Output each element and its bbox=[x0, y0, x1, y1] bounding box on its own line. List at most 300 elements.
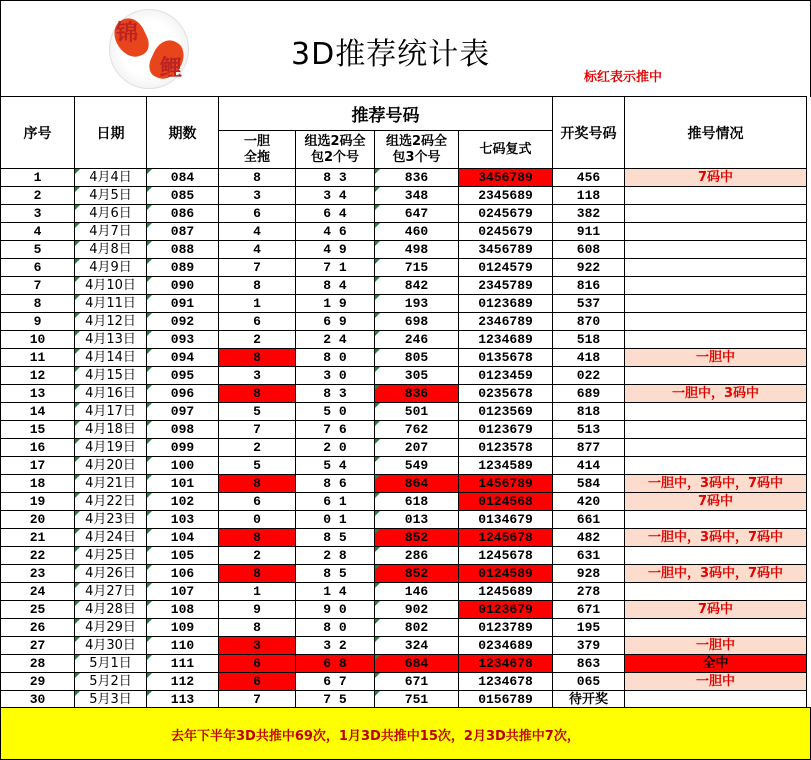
cell-date: 5月2日 bbox=[75, 673, 147, 691]
cell-single: 6 bbox=[219, 493, 296, 511]
cell-status: 7码中 bbox=[625, 601, 807, 619]
cell-single: 9 bbox=[219, 601, 296, 619]
cell-issue: 096 bbox=[147, 385, 219, 403]
cell-n: 1 bbox=[1, 169, 75, 187]
cell-single: 6 bbox=[219, 673, 296, 691]
cell-result: 537 bbox=[553, 295, 625, 313]
cell-result: 870 bbox=[553, 313, 625, 331]
cell-seven: 1234689 bbox=[459, 331, 553, 349]
cell-result: 818 bbox=[553, 403, 625, 421]
cell-status bbox=[625, 277, 807, 295]
col-header-three: 组选2码全 包3个号 bbox=[375, 131, 459, 169]
cell-date: 4月17日 bbox=[75, 403, 147, 421]
cell-status: 全中 bbox=[625, 655, 807, 673]
cell-single: 8 bbox=[219, 169, 296, 187]
cell-status bbox=[625, 223, 807, 241]
cell-single: 3 bbox=[219, 637, 296, 655]
recommendation-table bbox=[0, 96, 807, 709]
cell-n: 14 bbox=[1, 403, 75, 421]
col-header-result: 开奖号码 bbox=[553, 97, 625, 169]
cell-n: 2 bbox=[1, 187, 75, 205]
cell-result: 816 bbox=[553, 277, 625, 295]
cell-issue: 088 bbox=[147, 241, 219, 259]
cell-seven: 1245678 bbox=[459, 529, 553, 547]
cell-result: 065 bbox=[553, 673, 625, 691]
cell-result: 661 bbox=[553, 511, 625, 529]
cell-result: 418 bbox=[553, 349, 625, 367]
table-row bbox=[1, 691, 807, 709]
cell-date: 4月6日 bbox=[75, 205, 147, 223]
table-row bbox=[1, 259, 807, 277]
cell-seven: 1456789 bbox=[459, 475, 553, 493]
cell-date: 4月28日 bbox=[75, 601, 147, 619]
cell-n: 26 bbox=[1, 619, 75, 637]
cell-seven: 0123789 bbox=[459, 619, 553, 637]
cell-three: 324 bbox=[375, 637, 459, 655]
cell-single: 2 bbox=[219, 439, 296, 457]
table-row bbox=[1, 241, 807, 259]
cell-status: 一胆中，3码中 bbox=[625, 385, 807, 403]
table-row bbox=[1, 439, 807, 457]
cell-single: 2 bbox=[219, 547, 296, 565]
cell-seven: 0245679 bbox=[459, 223, 553, 241]
cell-date: 4月26日 bbox=[75, 565, 147, 583]
cell-two: 7 5 bbox=[296, 691, 375, 709]
cell-date: 4月24日 bbox=[75, 529, 147, 547]
cell-three: 852 bbox=[375, 529, 459, 547]
cell-status bbox=[625, 691, 807, 709]
cell-seven: 2346789 bbox=[459, 313, 553, 331]
cell-n: 4 bbox=[1, 223, 75, 241]
cell-two: 5 0 bbox=[296, 403, 375, 421]
table-row bbox=[1, 565, 807, 583]
cell-date: 4月11日 bbox=[75, 295, 147, 313]
cell-n: 24 bbox=[1, 583, 75, 601]
cell-issue: 091 bbox=[147, 295, 219, 313]
cell-single: 7 bbox=[219, 691, 296, 709]
sheet-header bbox=[0, 0, 811, 97]
cell-status bbox=[625, 583, 807, 601]
table-row bbox=[1, 385, 807, 403]
cell-issue: 090 bbox=[147, 277, 219, 295]
cell-two: 3 2 bbox=[296, 637, 375, 655]
cell-two: 6 4 bbox=[296, 205, 375, 223]
table-row bbox=[1, 295, 807, 313]
cell-date: 4月27日 bbox=[75, 583, 147, 601]
cell-two: 6 1 bbox=[296, 493, 375, 511]
cell-two: 0 1 bbox=[296, 511, 375, 529]
cell-date: 4月19日 bbox=[75, 439, 147, 457]
cell-result: 482 bbox=[553, 529, 625, 547]
cell-status bbox=[625, 313, 807, 331]
col-header-status: 推号情况 bbox=[625, 97, 807, 169]
cell-two: 6 9 bbox=[296, 313, 375, 331]
cell-issue: 112 bbox=[147, 673, 219, 691]
cell-status bbox=[625, 331, 807, 349]
cell-seven: 0124579 bbox=[459, 259, 553, 277]
cell-three: 698 bbox=[375, 313, 459, 331]
cell-issue: 100 bbox=[147, 457, 219, 475]
cell-result: 877 bbox=[553, 439, 625, 457]
cell-two: 4 6 bbox=[296, 223, 375, 241]
cell-three: 647 bbox=[375, 205, 459, 223]
cell-date: 4月18日 bbox=[75, 421, 147, 439]
cell-n: 22 bbox=[1, 547, 75, 565]
cell-seven: 0156789 bbox=[459, 691, 553, 709]
cell-issue: 102 bbox=[147, 493, 219, 511]
cell-issue: 109 bbox=[147, 619, 219, 637]
cell-three: 751 bbox=[375, 691, 459, 709]
cell-three: 013 bbox=[375, 511, 459, 529]
cell-status bbox=[625, 547, 807, 565]
cell-issue: 105 bbox=[147, 547, 219, 565]
cell-n: 30 bbox=[1, 691, 75, 709]
cell-two: 7 1 bbox=[296, 259, 375, 277]
cell-seven: 1234589 bbox=[459, 457, 553, 475]
cell-status bbox=[625, 205, 807, 223]
cell-issue: 107 bbox=[147, 583, 219, 601]
cell-n: 16 bbox=[1, 439, 75, 457]
cell-n: 27 bbox=[1, 637, 75, 655]
cell-three: 842 bbox=[375, 277, 459, 295]
cell-seven: 0124568 bbox=[459, 493, 553, 511]
cell-result: 863 bbox=[553, 655, 625, 673]
cell-single: 8 bbox=[219, 475, 296, 493]
cell-issue: 097 bbox=[147, 403, 219, 421]
cell-seven: 0135678 bbox=[459, 349, 553, 367]
col-header-seven: 七码复式 bbox=[459, 131, 553, 169]
cell-two: 8 0 bbox=[296, 619, 375, 637]
cell-three: 715 bbox=[375, 259, 459, 277]
cell-seven: 0123679 bbox=[459, 421, 553, 439]
table-row bbox=[1, 601, 807, 619]
cell-date: 4月14日 bbox=[75, 349, 147, 367]
cell-single: 3 bbox=[219, 187, 296, 205]
cell-status bbox=[625, 421, 807, 439]
cell-result: 513 bbox=[553, 421, 625, 439]
col-header-two: 组选2码全 包2个号 bbox=[296, 131, 375, 169]
cell-seven: 0123459 bbox=[459, 367, 553, 385]
cell-issue: 103 bbox=[147, 511, 219, 529]
cell-single: 1 bbox=[219, 583, 296, 601]
cell-result: 195 bbox=[553, 619, 625, 637]
cell-single: 4 bbox=[219, 241, 296, 259]
cell-result: 689 bbox=[553, 385, 625, 403]
table-row bbox=[1, 313, 807, 331]
cell-result: 379 bbox=[553, 637, 625, 655]
cell-seven: 3456789 bbox=[459, 169, 553, 187]
koi-logo-icon bbox=[109, 9, 189, 89]
cell-single: 6 bbox=[219, 205, 296, 223]
cell-single: 8 bbox=[219, 277, 296, 295]
cell-two: 1 4 bbox=[296, 583, 375, 601]
cell-date: 4月13日 bbox=[75, 331, 147, 349]
cell-n: 19 bbox=[1, 493, 75, 511]
cell-result: 022 bbox=[553, 367, 625, 385]
col-header-recommended: 推荐号码 bbox=[219, 97, 553, 131]
cell-result: 382 bbox=[553, 205, 625, 223]
cell-date: 4月9日 bbox=[75, 259, 147, 277]
cell-two: 8 0 bbox=[296, 349, 375, 367]
cell-seven: 1245678 bbox=[459, 547, 553, 565]
cell-result: 414 bbox=[553, 457, 625, 475]
cell-seven: 2345689 bbox=[459, 187, 553, 205]
footer-text: 去年下半年3D共推中69次，1月3D共推中15次，2月3D共推中7次， bbox=[171, 729, 580, 744]
cell-issue: 095 bbox=[147, 367, 219, 385]
cell-n: 15 bbox=[1, 421, 75, 439]
cell-result: 608 bbox=[553, 241, 625, 259]
cell-seven: 0134679 bbox=[459, 511, 553, 529]
table-row bbox=[1, 331, 807, 349]
cell-three: 762 bbox=[375, 421, 459, 439]
cell-two: 8 5 bbox=[296, 529, 375, 547]
cell-seven: 0123679 bbox=[459, 601, 553, 619]
table-row bbox=[1, 475, 807, 493]
cell-three: 836 bbox=[375, 169, 459, 187]
cell-issue: 108 bbox=[147, 601, 219, 619]
cell-two: 1 9 bbox=[296, 295, 375, 313]
table-row bbox=[1, 511, 807, 529]
cell-result: 584 bbox=[553, 475, 625, 493]
cell-n: 5 bbox=[1, 241, 75, 259]
cell-date: 4月4日 bbox=[75, 169, 147, 187]
cell-two: 2 8 bbox=[296, 547, 375, 565]
cell-status bbox=[625, 403, 807, 421]
cell-single: 8 bbox=[219, 619, 296, 637]
legend-note: 标红表示推中 bbox=[584, 70, 663, 85]
cell-date: 4月22日 bbox=[75, 493, 147, 511]
cell-three: 671 bbox=[375, 673, 459, 691]
cell-n: 8 bbox=[1, 295, 75, 313]
cell-result: 922 bbox=[553, 259, 625, 277]
cell-issue: 084 bbox=[147, 169, 219, 187]
table-row bbox=[1, 457, 807, 475]
cell-date: 5月1日 bbox=[75, 655, 147, 673]
cell-status bbox=[625, 187, 807, 205]
cell-single: 8 bbox=[219, 565, 296, 583]
cell-issue: 093 bbox=[147, 331, 219, 349]
cell-status: 一胆中 bbox=[625, 673, 807, 691]
cell-date: 4月12日 bbox=[75, 313, 147, 331]
cell-status bbox=[625, 619, 807, 637]
cell-issue: 087 bbox=[147, 223, 219, 241]
table-row bbox=[1, 187, 807, 205]
cell-single: 8 bbox=[219, 385, 296, 403]
col-header-index: 序号 bbox=[1, 97, 75, 169]
cell-date: 4月21日 bbox=[75, 475, 147, 493]
cell-three: 460 bbox=[375, 223, 459, 241]
table-row bbox=[1, 583, 807, 601]
cell-status bbox=[625, 295, 807, 313]
table-row bbox=[1, 637, 807, 655]
cell-three: 852 bbox=[375, 565, 459, 583]
cell-n: 20 bbox=[1, 511, 75, 529]
cell-issue: 111 bbox=[147, 655, 219, 673]
cell-issue: 085 bbox=[147, 187, 219, 205]
cell-status: 一胆中，3码中，7码中 bbox=[625, 565, 807, 583]
cell-result: 456 bbox=[553, 169, 625, 187]
table-row bbox=[1, 493, 807, 511]
cell-three: 146 bbox=[375, 583, 459, 601]
cell-seven: 0245679 bbox=[459, 205, 553, 223]
table-row bbox=[1, 547, 807, 565]
cell-date: 4月30日 bbox=[75, 637, 147, 655]
cell-issue: 101 bbox=[147, 475, 219, 493]
cell-two: 3 0 bbox=[296, 367, 375, 385]
cell-seven: 0123689 bbox=[459, 295, 553, 313]
cell-seven: 0124589 bbox=[459, 565, 553, 583]
logo-char-2: 鲤 bbox=[159, 55, 182, 81]
cell-status bbox=[625, 241, 807, 259]
cell-seven: 1234678 bbox=[459, 655, 553, 673]
cell-n: 13 bbox=[1, 385, 75, 403]
table-row bbox=[1, 619, 807, 637]
cell-date: 4月20日 bbox=[75, 457, 147, 475]
cell-single: 8 bbox=[219, 349, 296, 367]
table-row bbox=[1, 223, 807, 241]
footer-summary bbox=[0, 707, 811, 760]
cell-result: 待开奖 bbox=[553, 691, 625, 709]
cell-single: 0 bbox=[219, 511, 296, 529]
cell-result: 631 bbox=[553, 547, 625, 565]
cell-result: 671 bbox=[553, 601, 625, 619]
table-row bbox=[1, 169, 807, 187]
cell-two: 3 4 bbox=[296, 187, 375, 205]
col-header-single: 一胆 全拖 bbox=[219, 131, 296, 169]
cell-three: 348 bbox=[375, 187, 459, 205]
table-row bbox=[1, 349, 807, 367]
cell-three: 836 bbox=[375, 385, 459, 403]
cell-three: 864 bbox=[375, 475, 459, 493]
cell-n: 6 bbox=[1, 259, 75, 277]
cell-two: 2 0 bbox=[296, 439, 375, 457]
cell-two: 4 9 bbox=[296, 241, 375, 259]
cell-issue: 098 bbox=[147, 421, 219, 439]
cell-status: 一胆中，3码中，7码中 bbox=[625, 529, 807, 547]
cell-status bbox=[625, 511, 807, 529]
cell-status: 一胆中 bbox=[625, 637, 807, 655]
cell-issue: 099 bbox=[147, 439, 219, 457]
cell-seven: 1245689 bbox=[459, 583, 553, 601]
cell-three: 549 bbox=[375, 457, 459, 475]
cell-single: 7 bbox=[219, 421, 296, 439]
cell-two: 7 6 bbox=[296, 421, 375, 439]
cell-single: 8 bbox=[219, 529, 296, 547]
cell-seven: 3456789 bbox=[459, 241, 553, 259]
cell-two: 9 0 bbox=[296, 601, 375, 619]
cell-status bbox=[625, 259, 807, 277]
cell-date: 4月23日 bbox=[75, 511, 147, 529]
col-header-issue: 期数 bbox=[147, 97, 219, 169]
cell-seven: 0123578 bbox=[459, 439, 553, 457]
cell-status: 一胆中，3码中，7码中 bbox=[625, 475, 807, 493]
table-row bbox=[1, 529, 807, 547]
cell-result: 928 bbox=[553, 565, 625, 583]
cell-n: 23 bbox=[1, 565, 75, 583]
cell-n: 11 bbox=[1, 349, 75, 367]
cell-issue: 086 bbox=[147, 205, 219, 223]
cell-n: 17 bbox=[1, 457, 75, 475]
cell-issue: 094 bbox=[147, 349, 219, 367]
cell-result: 278 bbox=[553, 583, 625, 601]
cell-status: 7码中 bbox=[625, 169, 807, 187]
table-row bbox=[1, 367, 807, 385]
cell-status bbox=[625, 457, 807, 475]
cell-issue: 092 bbox=[147, 313, 219, 331]
table-row bbox=[1, 205, 807, 223]
cell-seven: 1234678 bbox=[459, 673, 553, 691]
cell-three: 498 bbox=[375, 241, 459, 259]
table-row bbox=[1, 403, 807, 421]
cell-date: 4月29日 bbox=[75, 619, 147, 637]
cell-issue: 110 bbox=[147, 637, 219, 655]
cell-result: 911 bbox=[553, 223, 625, 241]
cell-n: 28 bbox=[1, 655, 75, 673]
cell-three: 286 bbox=[375, 547, 459, 565]
cell-status: 7码中 bbox=[625, 493, 807, 511]
cell-n: 3 bbox=[1, 205, 75, 223]
cell-three: 684 bbox=[375, 655, 459, 673]
cell-n: 18 bbox=[1, 475, 75, 493]
cell-single: 5 bbox=[219, 403, 296, 421]
cell-three: 305 bbox=[375, 367, 459, 385]
cell-date: 4月8日 bbox=[75, 241, 147, 259]
cell-issue: 104 bbox=[147, 529, 219, 547]
cell-three: 193 bbox=[375, 295, 459, 313]
table-row bbox=[1, 655, 807, 673]
cell-two: 2 4 bbox=[296, 331, 375, 349]
page-title: 3D推荐统计表 bbox=[291, 37, 491, 72]
cell-status bbox=[625, 367, 807, 385]
cell-date: 4月25日 bbox=[75, 547, 147, 565]
cell-status: 一胆中 bbox=[625, 349, 807, 367]
cell-date: 4月15日 bbox=[75, 367, 147, 385]
cell-issue: 106 bbox=[147, 565, 219, 583]
cell-seven: 0123569 bbox=[459, 403, 553, 421]
cell-n: 7 bbox=[1, 277, 75, 295]
cell-date: 4月7日 bbox=[75, 223, 147, 241]
cell-single: 2 bbox=[219, 331, 296, 349]
cell-two: 6 8 bbox=[296, 655, 375, 673]
cell-two: 8 3 bbox=[296, 385, 375, 403]
cell-three: 802 bbox=[375, 619, 459, 637]
cell-single: 5 bbox=[219, 457, 296, 475]
table-row bbox=[1, 673, 807, 691]
cell-n: 29 bbox=[1, 673, 75, 691]
cell-issue: 113 bbox=[147, 691, 219, 709]
cell-result: 118 bbox=[553, 187, 625, 205]
cell-two: 5 4 bbox=[296, 457, 375, 475]
cell-two: 8 6 bbox=[296, 475, 375, 493]
cell-two: 8 3 bbox=[296, 169, 375, 187]
cell-date: 4月16日 bbox=[75, 385, 147, 403]
cell-n: 21 bbox=[1, 529, 75, 547]
cell-single: 1 bbox=[219, 295, 296, 313]
cell-n: 10 bbox=[1, 331, 75, 349]
cell-result: 420 bbox=[553, 493, 625, 511]
cell-two: 8 4 bbox=[296, 277, 375, 295]
table-row bbox=[1, 277, 807, 295]
cell-date: 4月10日 bbox=[75, 277, 147, 295]
cell-date: 5月3日 bbox=[75, 691, 147, 709]
cell-issue: 089 bbox=[147, 259, 219, 277]
cell-seven: 2345789 bbox=[459, 277, 553, 295]
cell-result: 518 bbox=[553, 331, 625, 349]
cell-date: 4月5日 bbox=[75, 187, 147, 205]
cell-n: 9 bbox=[1, 313, 75, 331]
cell-n: 25 bbox=[1, 601, 75, 619]
table-row bbox=[1, 421, 807, 439]
